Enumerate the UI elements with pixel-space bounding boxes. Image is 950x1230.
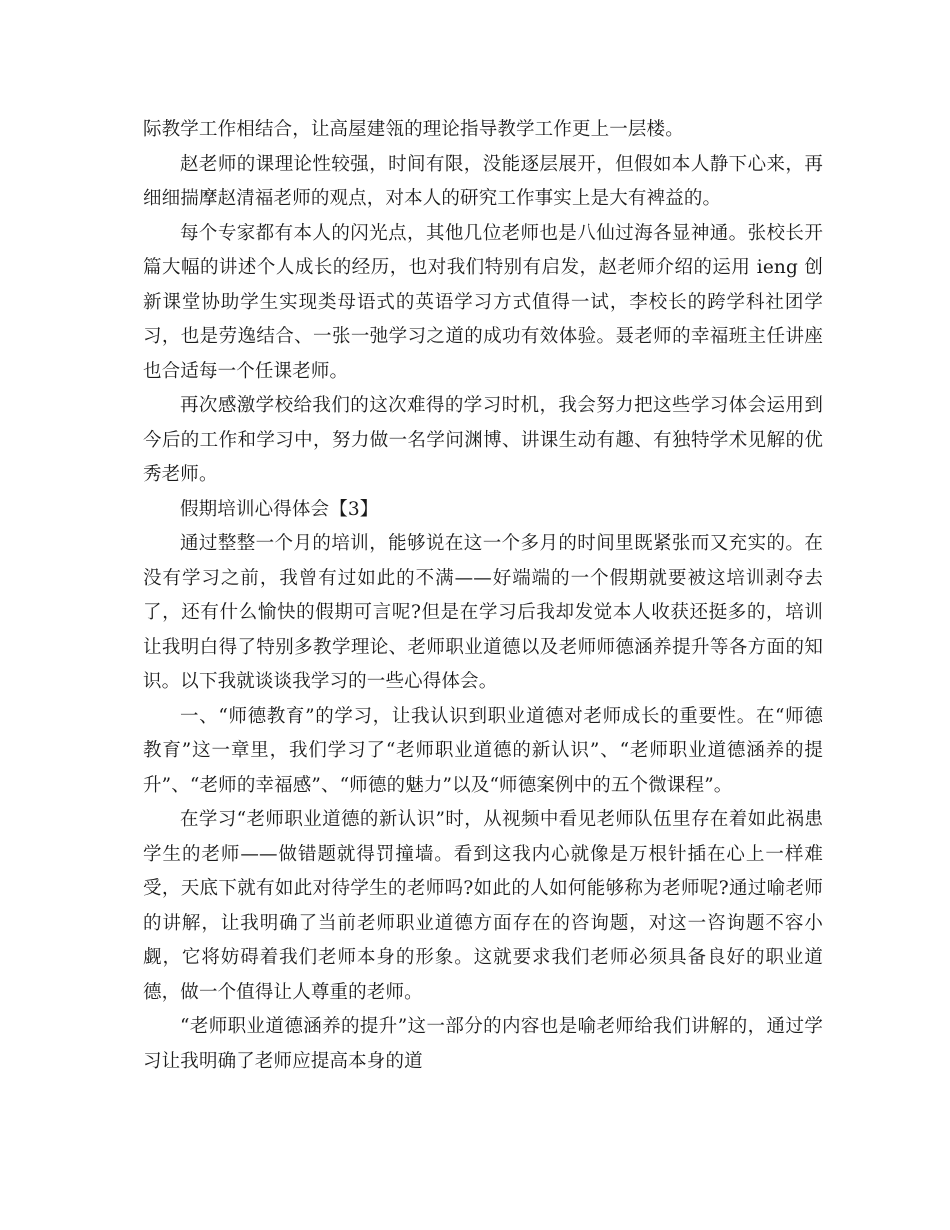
paragraph-ethics-education: 一、“师德教育”的学习，让我认识到职业道德对老师成长的重要性。在“师德教育”这一章里，我们学习了“老师职业道德的新认识”、“老师职业道德涵养的提升”、“老师的幸福感”、“师德的魅力”以及“师德案例中的五个微课程”。: [143, 705, 823, 796]
section-heading: 假期培训心得体会【3】: [180, 498, 379, 520]
paragraph-gratitude: 再次感激学校给我们的这次难得的学习时机，我会努力把这些学习体会运用到今后的工作和学习中，努力做一名学问渊博、讲课生动有趣、有独特学术见解的优秀老师。: [143, 395, 823, 485]
paragraph-training-intro: 通过整整一个月的培训，能够说在这一个多月的时间里既紧张而又充实的。在没有学习之前，我曾有过如此的不满——好端端的一个假期就要被这培训剥夺去了，还有什么愉快的假期可言呢?但是在学习后我却发觉本人收获还挺多的，培训让我明白得了特别多教学理论、老师职业道德以及老师师德涵养提升等各方面的知识。以下我就谈谈我学习的一些心得体会。: [143, 533, 823, 692]
paragraph-ethics-improvement: “老师职业道德涵养的提升”这一部分的内容也是喻老师给我们讲解的，通过学习让我明确了老师应提高本身的道: [143, 1016, 823, 1072]
document-body: [143, 113, 823, 1079]
paragraph-new-understanding: 在学习“老师职业道德的新认识”时，从视频中看见老师队伍里存在着如此祸患学生的老师——做错题就得罚撞墙。看到这我内心就像是万根针插在心上一样难受，天底下就有如此对待学生的老师吗?如此的人如何能够称为老师呢?通过喻老师的讲解，让我明确了当前老师职业道德方面存在的咨询题，对这一咨询题不容小觑，它将妨碍着我们老师本身的形象。这就要求我们老师必须具备良好的职业道德，做一个值得让人尊重的老师。: [143, 809, 823, 1003]
paragraph-teacher-zhao: 赵老师的课理论性较强，时间有限，没能逐层展开，但假如本人静下心来，再细细揣摩赵清福老师的观点，对本人的研究工作事实上是大有裨益的。: [143, 153, 823, 209]
paragraph-experts: 每个专家都有本人的闪光点，其他几位老师也是八仙过海各显神通。张校长开篇大幅的讲述个人成长的经历，也对我们特别有启发，赵老师介绍的运用 ieng 创新课堂协助学生实现类母语式的英语学习方式值得一试，李校长的跨学科社团学习，也是劳逸结合、一张一弛学习之道的成功有效体验。聂老师的幸福班主任讲座也合适每一个任课老师。: [143, 222, 823, 382]
paragraph-continuation: 际教学工作相结合，让高屋建瓴的理论指导教学工作更上一层楼。: [143, 119, 684, 140]
